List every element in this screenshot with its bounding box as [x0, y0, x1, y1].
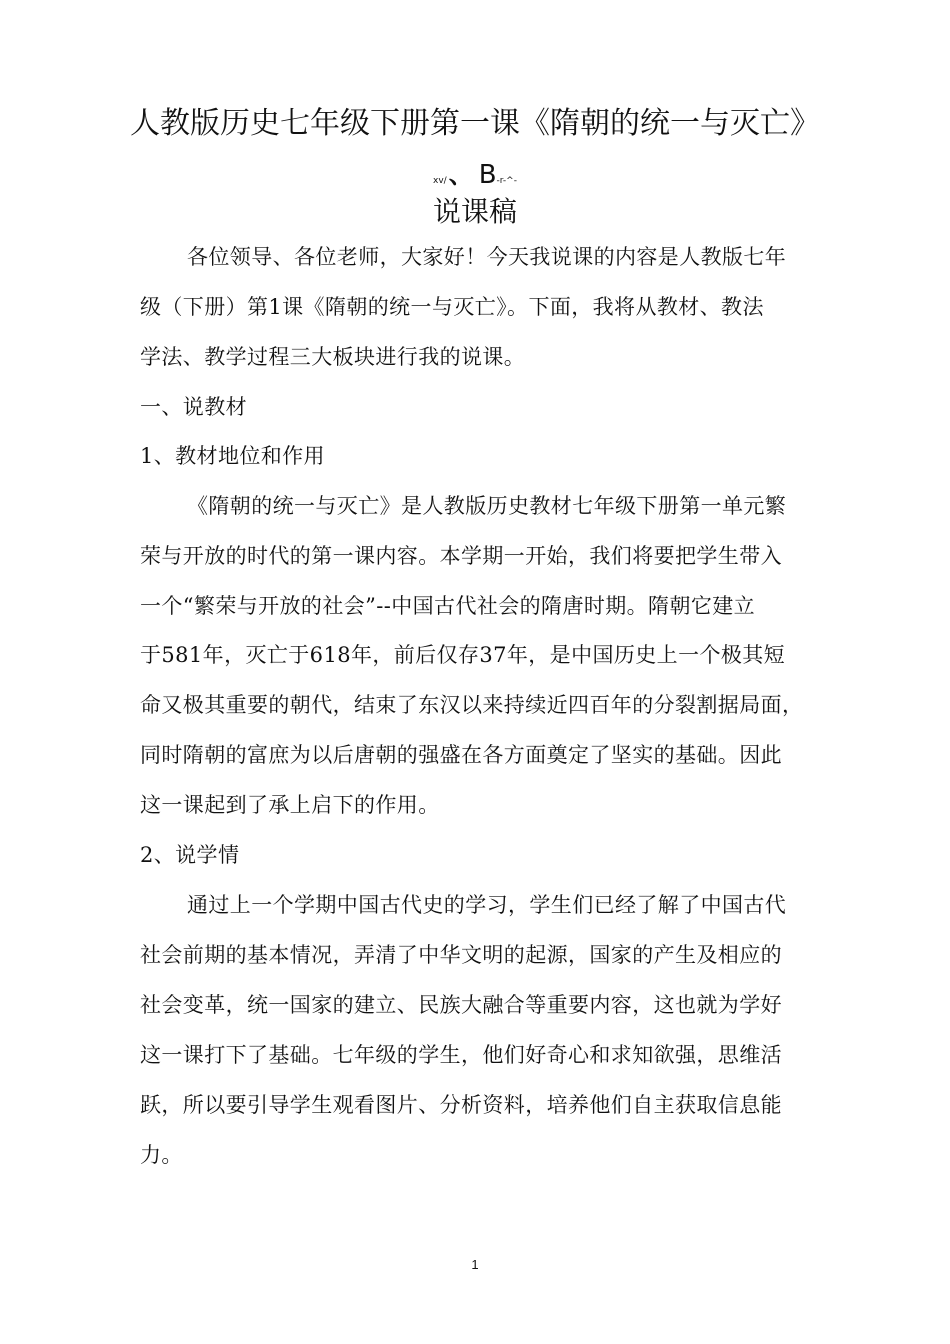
paragraph-line: 学法、教学过程三大板块进行我的说课。	[140, 345, 526, 369]
subsection-heading: 1、教材地位和作用	[140, 444, 325, 468]
paragraph-line: 一个“繁荣与开放的社会”--中国古代社会的隋唐时期。隋朝它建立	[140, 594, 756, 618]
document-subtitle: 说课稿	[432, 195, 517, 228]
paragraph-line: 级（下册）第1课《隋朝的统一与灭亡》。下面，我将从教材、教法	[140, 295, 764, 319]
document-title: 人教版历史七年级下册第一课《隋朝的统一与灭亡》	[130, 106, 820, 141]
paragraph-line: 《隋朝的统一与灭亡》是人教版历史教材七年级下册第一单元繁	[187, 494, 787, 518]
scan-artifact-line	[0, 160, 950, 196]
paragraph-line: 命又极其重要的朝代，结束了东汉以来持续近四百年的分裂割据局面，	[140, 693, 804, 717]
artifact-small-left: xv/	[433, 176, 447, 186]
paragraph-line: 力。	[140, 1143, 183, 1167]
paragraph-line: 同时隋朝的富庶为以后唐朝的强盛在各方面奠定了坚实的基础。因此	[140, 743, 782, 767]
page-number: 1	[471, 1257, 479, 1272]
section-heading: 一、说教材	[140, 395, 247, 419]
subsection-heading: 2、说学情	[140, 843, 240, 867]
paragraph-line: 这一课打下了基础。七年级的学生，他们好奇心和求知欲强，思维活	[140, 1043, 782, 1067]
paragraph-line: 这一课起到了承上启下的作用。	[140, 793, 440, 817]
paragraph-line: 跃，所以要引导学生观看图片、分析资料，培养他们自主获取信息能	[140, 1093, 782, 1117]
paragraph-line: 通过上一个学期中国古代史的学习，学生们已经了解了中国古代	[187, 893, 787, 917]
paragraph-line: 各位领导、各位老师，大家好！今天我说课的内容是人教版七年	[187, 245, 787, 269]
artifact-big-letter: B	[478, 160, 497, 190]
artifact-comma: 、	[448, 161, 473, 189]
paragraph-line: 社会前期的基本情况，弄清了中华文明的起源，国家的产生及相应的	[140, 943, 782, 967]
paragraph-line: 社会变革，统一国家的建立、民族大融合等重要内容，这也就为学好	[140, 993, 782, 1017]
artifact-small-right: -r-^-	[496, 176, 517, 186]
paragraph-line: 荣与开放的时代的第一课内容。本学期一开始，我们将要把学生带入	[140, 544, 782, 568]
paragraph-line: 于581年，灭亡于618年，前后仅存37年，是中国历史上一个极其短	[140, 643, 786, 667]
